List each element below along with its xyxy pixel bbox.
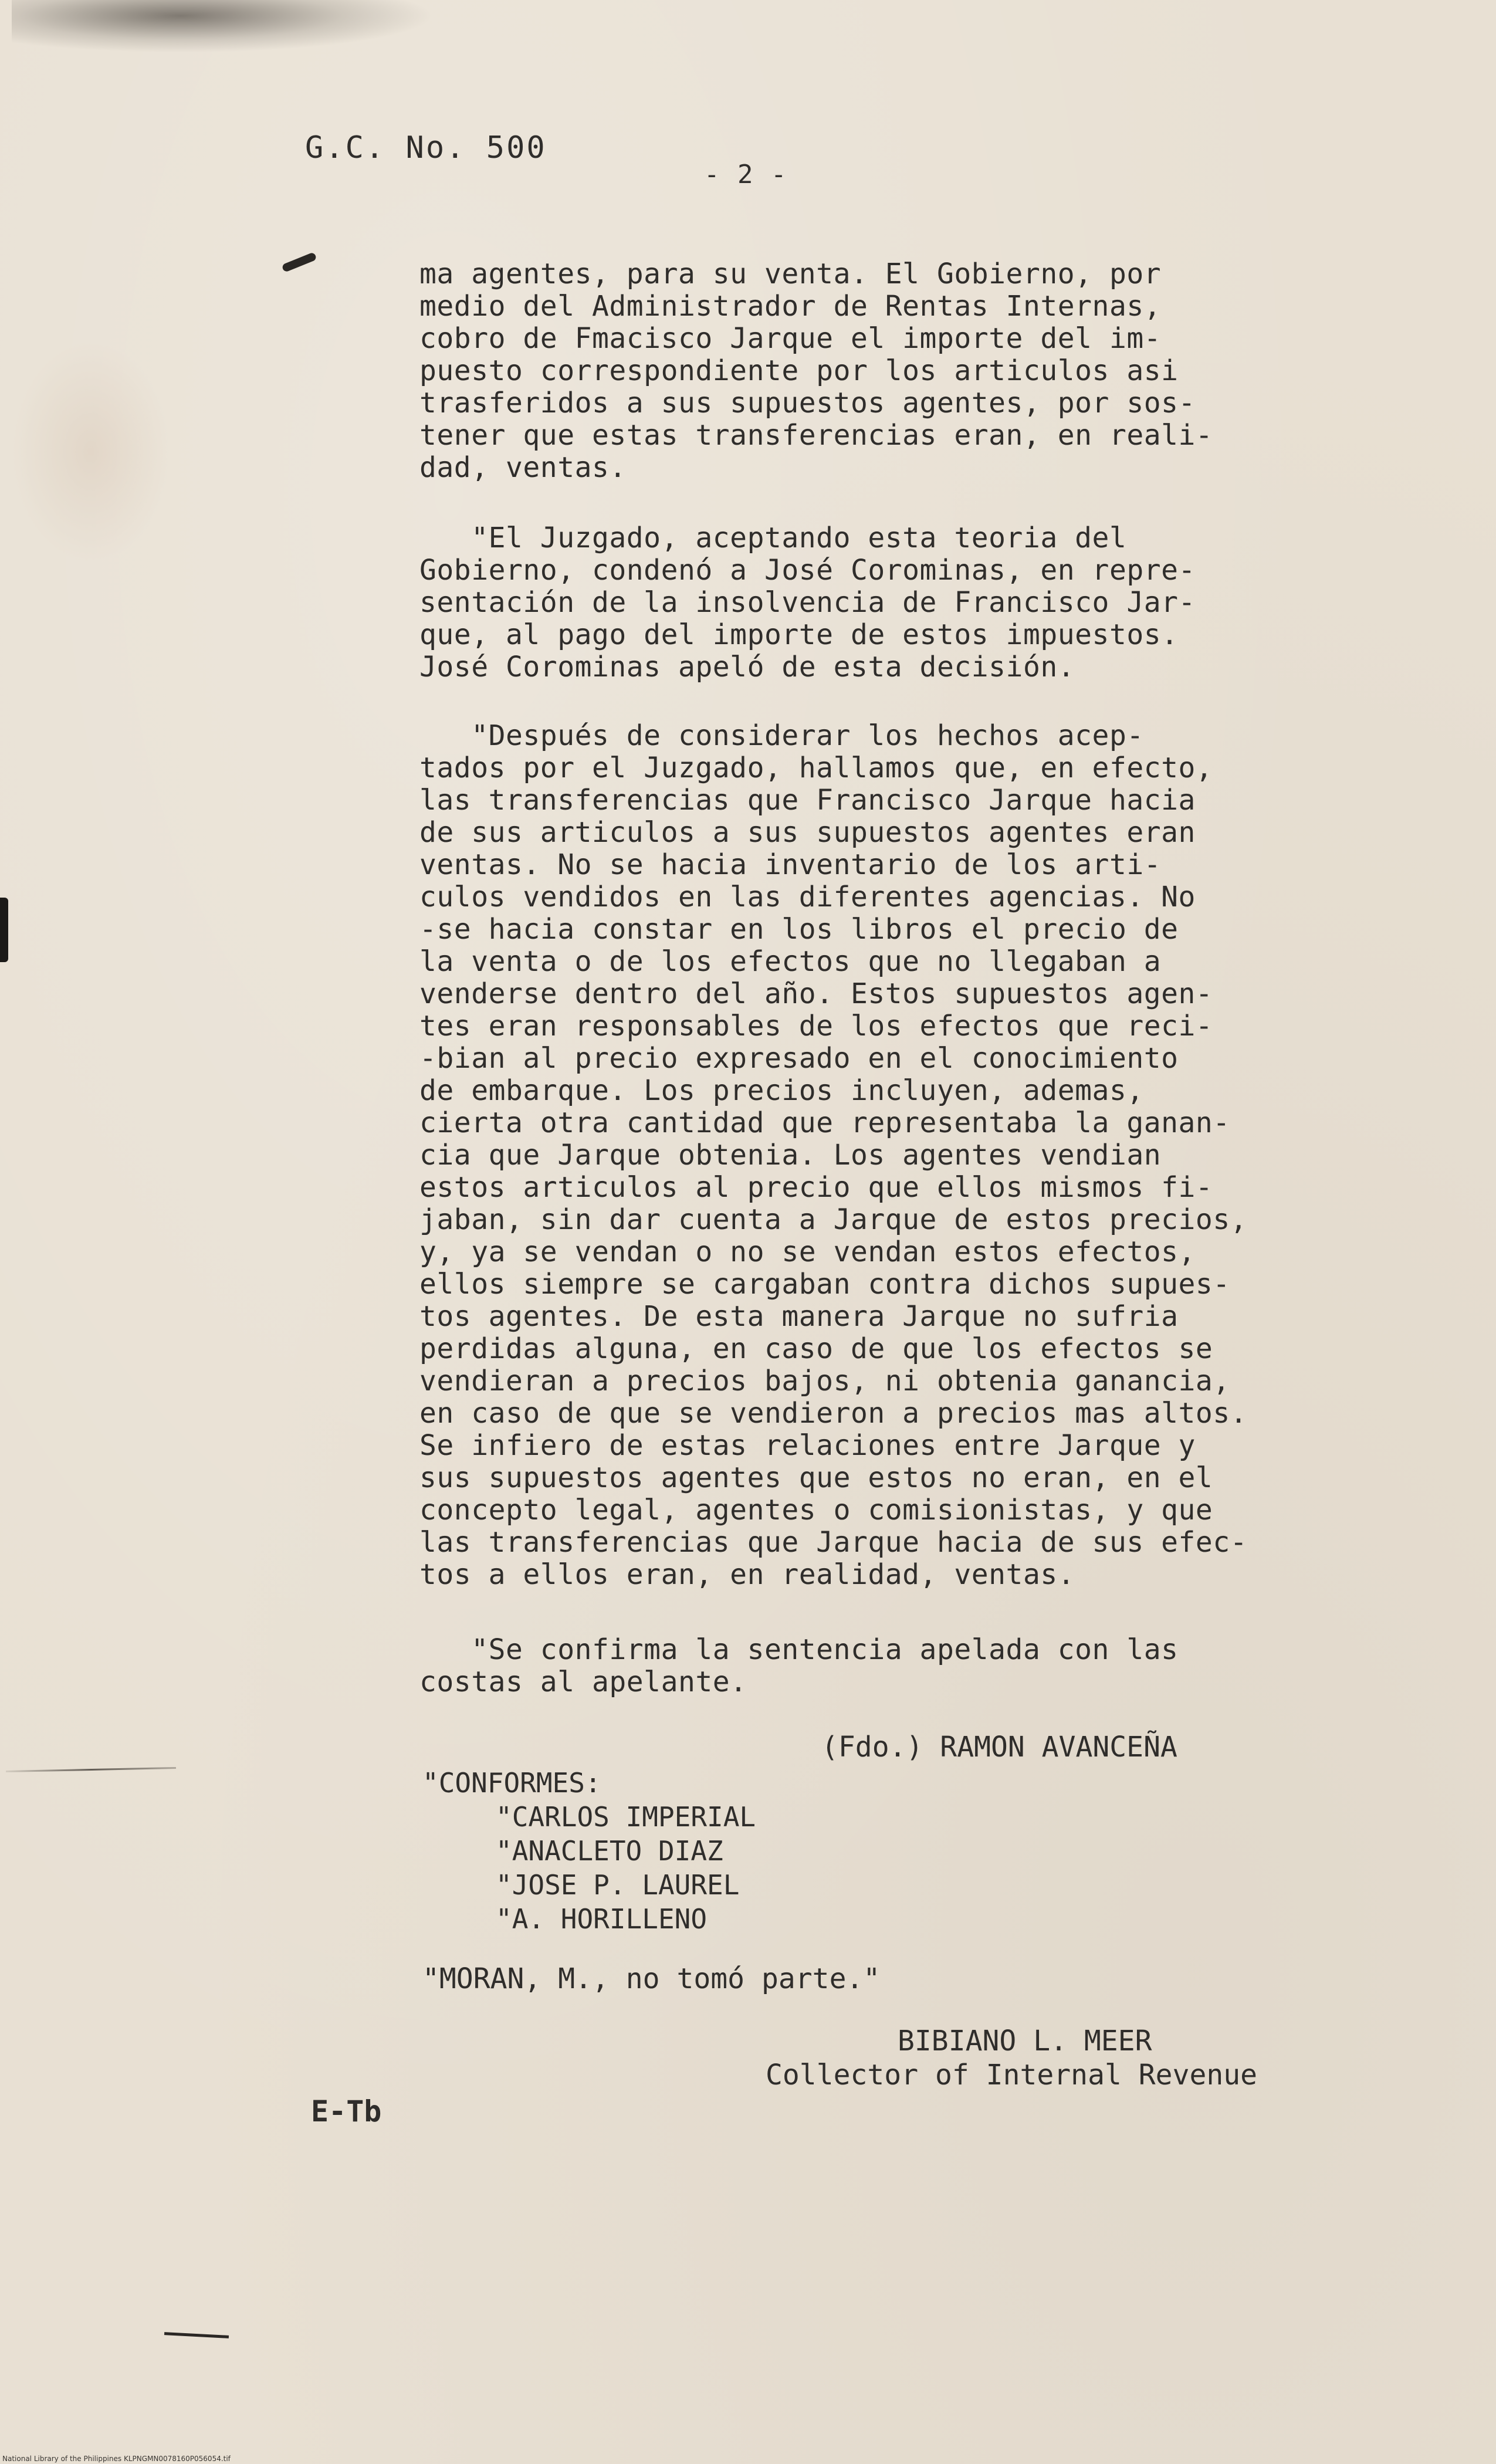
text-line: cobro de Fmacisco Jarque el importe del im- <box>419 322 1162 355</box>
text-line: que, al pago del importe de estos impuestos. <box>419 618 1179 651</box>
text-line: medio del Administrador de Rentas Internas, <box>419 290 1162 323</box>
text-line: cierta otra cantidad que representaba la ganan- <box>419 1106 1230 1139</box>
text-line: "El Juzgado, aceptando esta teoria del <box>419 522 1127 554</box>
text-line: sentación de la insolvencia de Francisco Jar- <box>419 586 1196 619</box>
text-line: tos agentes. De esta manera Jarque no sufria <box>419 1300 1179 1333</box>
text-line: tados por el Juzgado, hallamos que, en efecto, <box>419 752 1213 784</box>
text-line: venderse dentro del año. Estos supuestos agen- <box>419 977 1213 1010</box>
signed-by: (Fdo.) RAMON AVANCEÑA <box>821 1731 1177 1764</box>
text-line: las transferencias que Francisco Jarque hacia <box>419 784 1196 817</box>
text-line: tes eran responsables de los efectos que reci- <box>419 1010 1213 1043</box>
paper-stain <box>12 340 170 563</box>
conformes-name: "A. HORILLENO <box>496 1903 708 1935</box>
text-line: -bian al precio expresado en el conocimiento <box>419 1042 1179 1075</box>
text-line: tos a ellos eran, en realidad, ventas. <box>419 1558 1075 1591</box>
paragraph <box>419 258 1323 484</box>
text-line: la venta o de los efectos que no llegaban a <box>419 945 1162 978</box>
paragraph <box>419 720 1323 1591</box>
archive-footer: National Library of the Philippines KLPNGMN0078160P056054.tif <box>2 2455 231 2463</box>
text-line: y, ya se vendan o no se vendan estos efectos, <box>419 1236 1196 1268</box>
text-line: en caso de que se vendieron a precios mas altos. <box>419 1397 1248 1430</box>
signatory-title: Collector of Internal Revenue <box>766 2059 1258 2091</box>
text-line: de sus articulos a sus supuestos agentes eran <box>419 816 1196 849</box>
page-number: - 2 - <box>704 160 788 189</box>
text-line: ventas. No se hacia inventario de los arti- <box>419 848 1162 881</box>
signatory-name: BIBIANO L. MEER <box>898 2025 1152 2057</box>
text-line: perdidas alguna, en caso de que los efectos se <box>419 1332 1213 1365</box>
conformes-name: "ANACLETO DIAZ <box>496 1835 723 1867</box>
conformes-name: "CARLOS IMPERIAL <box>496 1801 756 1833</box>
text-line: jaban, sin dar cuenta a Jarque de estos precios, <box>419 1203 1248 1236</box>
conformes-title: "CONFORMES: <box>422 1767 601 1799</box>
text-line: culos vendidos en las diferentes agencias. No <box>419 881 1196 913</box>
text-line: trasferidos a sus supuestos agentes, por sos- <box>419 387 1196 419</box>
text-line: cia que Jarque obtenia. Los agentes vendian <box>419 1139 1162 1172</box>
text-line: Se infiero de estas relaciones entre Jarque y <box>419 1429 1196 1462</box>
text-line: -se hacia constar en los libros el precio de <box>419 913 1179 946</box>
document-reference: G.C. No. 500 <box>305 130 547 165</box>
paragraph <box>419 1634 1323 1698</box>
ink-dash-mark <box>164 2332 229 2338</box>
pencil-scratch <box>6 1767 176 1772</box>
typist-initials: E-Tb <box>311 2094 382 2128</box>
text-line: dad, ventas. <box>419 451 627 484</box>
conformes-list <box>422 1800 756 1936</box>
text-line: puesto correspondiente por los articulos asi <box>419 354 1179 387</box>
text-line: ellos siempre se cargaban contra dichos supues- <box>419 1268 1230 1301</box>
paragraph <box>419 522 1323 683</box>
text-line: José Corominas apeló de esta decisión. <box>419 651 1075 683</box>
conformes-block <box>422 1766 756 1936</box>
text-line: las transferencias que Jarque hacia de sus efec- <box>419 1526 1248 1559</box>
text-line: "Después de considerar los hechos acep- <box>419 719 1144 752</box>
signatory-block <box>766 2024 1257 2092</box>
text-line: "Se confirma la sentencia apelada con las <box>419 1633 1179 1666</box>
text-line: vendieran a precios bajos, ni obtenia ganancia, <box>419 1365 1230 1397</box>
text-line: costas al apelante. <box>419 1666 747 1698</box>
text-line: tener que estas transferencias eran, en reali- <box>419 419 1213 452</box>
text-line: estos articulos al precio que ellos mismos fi- <box>419 1171 1213 1204</box>
ink-tick-mark <box>282 252 317 272</box>
text-line: ma agentes, para su venta. El Gobierno, por <box>419 258 1162 290</box>
text-line: Gobierno, condenó a José Corominas, en repre- <box>419 554 1196 587</box>
text-line: sus supuestos agentes que estos no eran, en el <box>419 1461 1213 1494</box>
edge-mark <box>0 898 8 962</box>
text-line: de embarque. Los precios incluyen, ademas, <box>419 1074 1144 1107</box>
text-line: concepto legal, agentes o comisionistas, y que <box>419 1494 1213 1527</box>
note: "MORAN, M., no tomó parte." <box>422 1962 881 1995</box>
conformes-name: "JOSE P. LAUREL <box>496 1869 740 1901</box>
ink-smudge <box>12 0 434 53</box>
